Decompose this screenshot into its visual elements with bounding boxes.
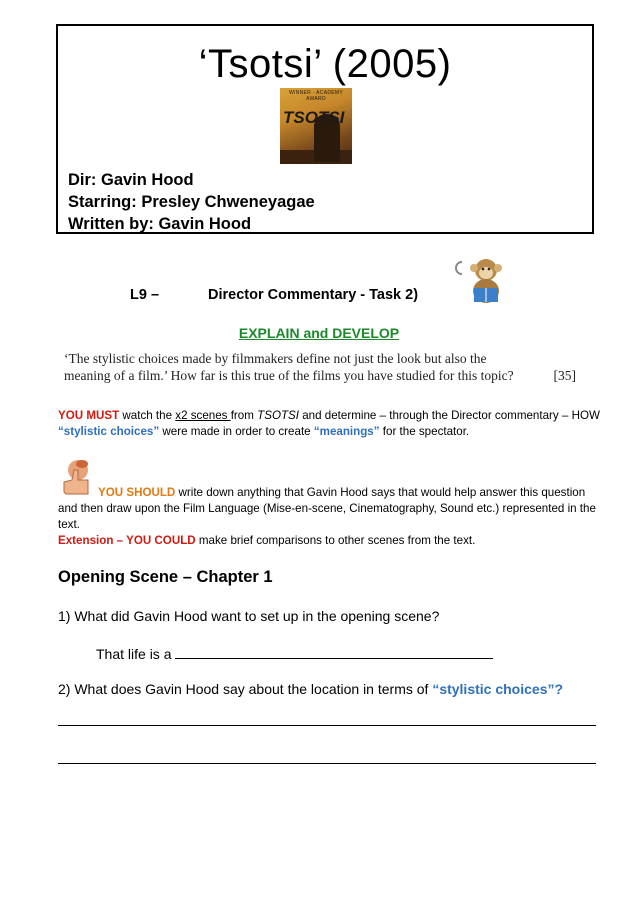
header-box (56, 24, 594, 234)
you-must-text-2: from (230, 409, 258, 422)
question-2-highlight: “stylistic choices”? (432, 681, 564, 697)
answer-blank[interactable] (175, 646, 493, 659)
question-1-answer-line (96, 646, 493, 662)
exam-question (64, 350, 576, 384)
stylistic-choices-term: “stylistic choices” (58, 425, 160, 438)
film-name: TSOTSI (257, 409, 299, 422)
scenes-count: x2 scenes (175, 409, 231, 422)
monkey-reading-icon (452, 256, 514, 306)
section-heading: Opening Scene – Chapter 1 (58, 568, 273, 586)
meanings-term: “meanings” (313, 425, 380, 438)
question-2-prefix: 2) What does Gavin Hood say about the location in terms of (58, 681, 433, 697)
poster-title: TSOTSI (283, 108, 345, 127)
answer-line-1[interactable] (58, 724, 596, 726)
you-must-text-1: watch the (119, 409, 176, 422)
extension-paragraph (58, 533, 603, 549)
film-credits (68, 169, 315, 235)
you-must-text-4: were made in order to create (159, 425, 314, 438)
you-must-text-5: for the spectator. (379, 425, 470, 438)
film-poster-image (280, 88, 352, 164)
writer-credit: Written by: Gavin Hood (68, 215, 252, 233)
explain-develop-heading: EXPLAIN and DEVELOP (238, 325, 400, 341)
poster-award-text: WINNER · ACADEMY AWARD (289, 90, 343, 102)
lesson-task: Director Commentary - Task 2) (208, 287, 419, 303)
you-must-label: YOU MUST (58, 409, 120, 422)
director-credit: Dir: Gavin Hood (68, 171, 194, 189)
question-1: 1) What did Gavin Hood want to set up in the opening scene? (58, 608, 440, 624)
extension-text: make brief comparisons to other scenes from the text. (195, 534, 476, 547)
you-must-text-3: and determine – through the Director commentary – HOW (299, 409, 600, 422)
extension-label: Extension – YOU COULD (58, 534, 196, 547)
question-2 (58, 681, 563, 697)
you-should-label: YOU SHOULD (98, 486, 176, 499)
answer-line-2[interactable] (58, 762, 596, 764)
you-must-paragraph (58, 408, 603, 440)
you-should-text: write down anything that Gavin Hood says that would help answer this question and then draw upon the Film Language (Mise-en-scene, Cinematography, Sound etc.) represented in the text. (58, 486, 596, 531)
question-1-answer-prefix: That life is a (96, 646, 176, 662)
you-should-paragraph (58, 485, 603, 533)
page-title: ‘Tsotsi’ (2005) (198, 42, 452, 86)
exam-question-marks: [35] (553, 368, 576, 383)
exam-question-text: ‘The stylistic choices made by filmmakers define not just the look but also the meaning of a film.’ How far is this true of the films you have studied for this topic? (64, 351, 514, 383)
lesson-code: L9 – (130, 287, 160, 303)
starring-credit: Starring: Presley Chweneyagae (68, 193, 315, 211)
